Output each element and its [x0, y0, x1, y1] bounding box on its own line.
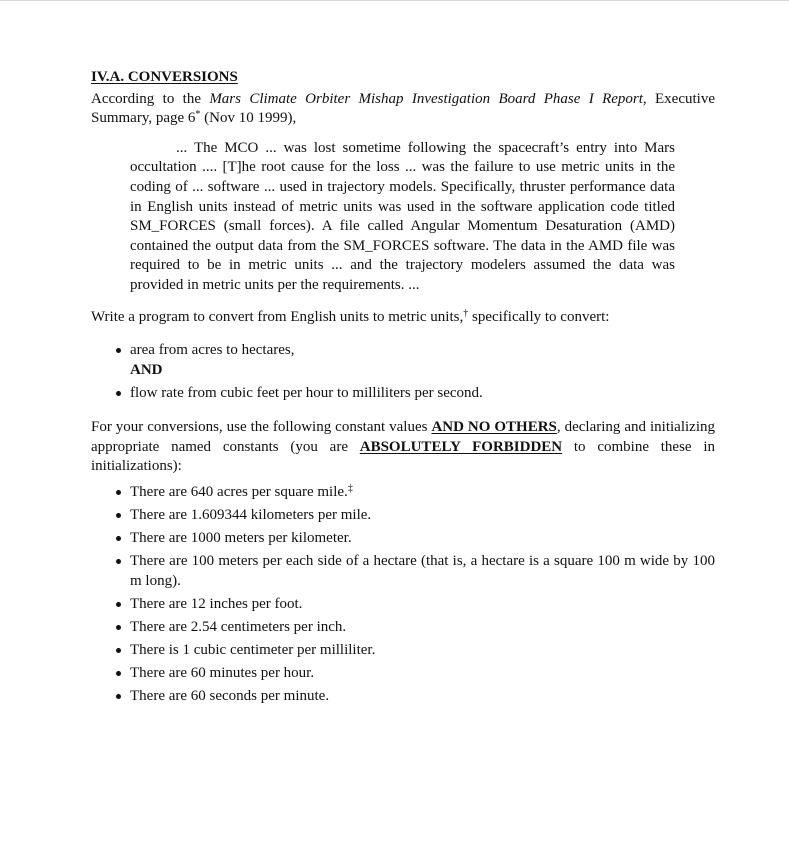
block-quote: ... The MCO ... was lost sometime following the spacecraft’s entry into Mars occultation .... [T]he root cause for the loss ... was the failure to use metric units in the coding of ... software ... used in trajectory models. Specifically, thruster performance data in English units instead of metric units was used in the software application code titled SM_FORCES (small forces). A file called Angular Momentum Desaturation (AMD) contained the output data from the SM_FORCES software. The data in the AMD file was required to be in metric units ... and the trajectory modelers assumed the data was provided in metric units per the requirements. ... — [130, 139, 675, 293]
page-top-border — [0, 0, 789, 1]
emphasis-forbidden: ABSOLUTELY FORBIDDEN — [359, 438, 563, 455]
constant-item: There are 1000 meters per kilometer. — [130, 529, 715, 549]
footnote-mark-dagger: † — [463, 307, 469, 319]
constant-item: There are 100 meters per each side of a hectare (that is, a hectare is a square 100 m wide by 100 m long). — [130, 552, 715, 591]
constant-item: There is 1 cubic centimeter per milliliter. — [130, 641, 715, 661]
footnote-mark-star: * — [195, 109, 201, 121]
footnote-mark-double-dagger: ‡ — [347, 482, 353, 494]
constants-intro-part1: For your conversions, use the following constant values — [91, 418, 432, 435]
conversion-list — [91, 341, 715, 361]
conversion-item-area: area from acres to hectares, — [130, 341, 715, 361]
and-connector: AND — [130, 361, 163, 378]
constants-intro-part2: , declaring and initializing appropriate named constants (you are — [91, 418, 715, 455]
intro-date: (Nov 10 1999), — [200, 110, 297, 127]
conversion-list-2 — [91, 384, 715, 404]
emphasis-no-others: AND NO OTHERS — [431, 418, 557, 435]
constant-item: There are 2.54 centimeters per inch. — [130, 618, 715, 638]
constant-item: There are 60 seconds per minute. — [130, 687, 715, 707]
constants-intro-part3: to combine these in initializations): — [91, 438, 715, 475]
conversion-item-flow: flow rate from cubic feet per hour to milliliters per second. — [130, 384, 715, 404]
constants-list — [91, 483, 715, 707]
intro-suffix: , Executive Summary, page 6 — [91, 90, 715, 127]
intro-prefix: According to the — [91, 90, 210, 107]
constant-item: There are 1.609344 kilometers per mile. — [130, 506, 715, 526]
constant-item: There are 12 inches per foot. — [130, 595, 715, 615]
section-heading: IV.A. CONVERSIONS — [91, 69, 238, 85]
constants-intro-paragraph — [91, 418, 715, 477]
constant-item — [130, 483, 715, 503]
task-prefix: Write a program to convert from English units to metric units, — [91, 308, 464, 325]
constant-item: There are 60 minutes per hour. — [130, 664, 715, 684]
intro-paragraph — [91, 90, 715, 129]
constant-acres: There are 640 acres per square mile. — [130, 483, 348, 500]
task-paragraph — [91, 308, 715, 328]
report-title: Mars Climate Orbiter Mishap Investigation Board Phase I Report — [209, 90, 643, 107]
document-page — [91, 68, 715, 710]
task-suffix: specifically to convert: — [468, 308, 610, 325]
